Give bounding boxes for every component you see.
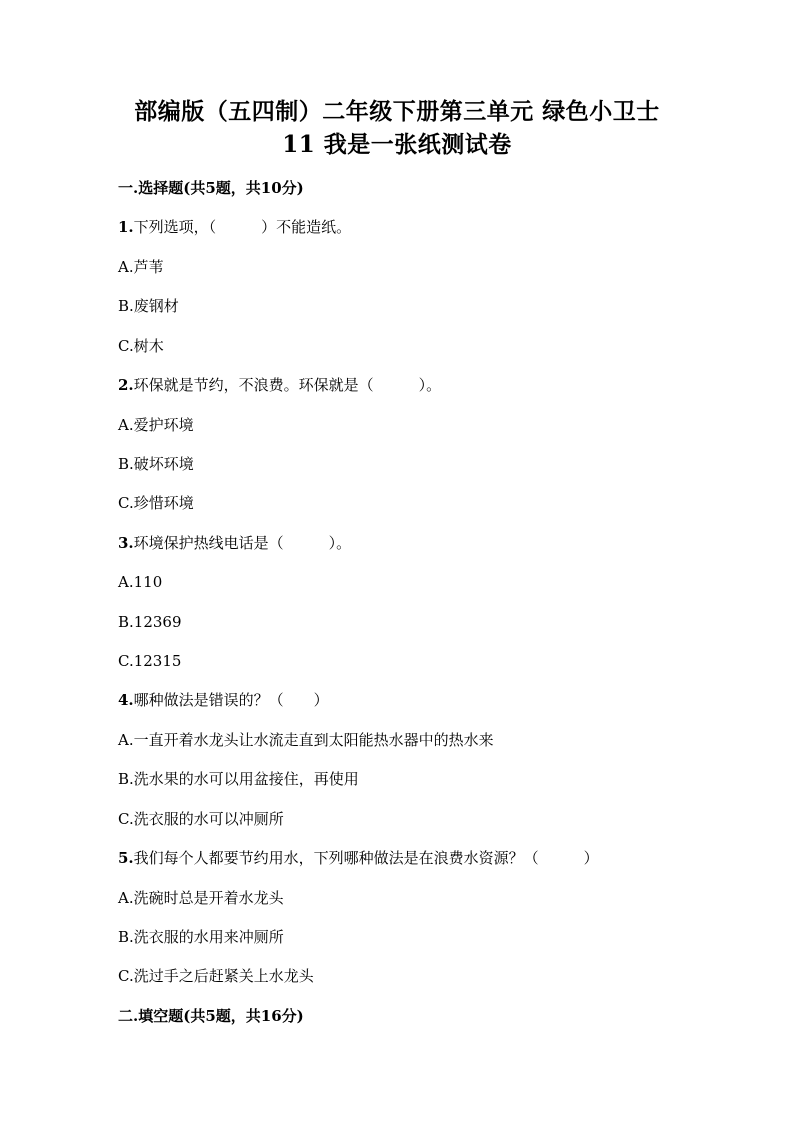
option-4b: B.洗水果的水可以用盆接住，再使用 [118,770,359,788]
question-text: 哪种做法是错误的？（ ） [133,691,329,709]
option-3b: B.12369 [118,613,182,631]
question-text: 我们每个人都要节约用水，下列哪种做法是在浪费水资源？（ ） [133,849,599,867]
page-title-line1: 部编版（五四制）二年级下册第三单元 绿色小卫士 [134,98,660,125]
question-number: 5. [118,849,134,867]
option-2c: C.珍惜环境 [118,494,194,512]
option-1b: B.废钢材 [118,297,179,315]
option-1c: C.树木 [118,337,164,355]
option-5b: B.洗衣服的水用来冲厕所 [118,928,284,946]
question-text: 下列选项，（ ）不能造纸。 [133,218,352,236]
question-number: 2. [118,376,134,394]
question-number: 3. [118,534,134,552]
section-heading-choice: 一.选择题(共5题，共10分) [118,179,304,197]
option-4c: C.洗衣服的水可以冲厕所 [118,810,284,828]
question-text: 环保就是节约，不浪费。环保就是（ ）。 [133,376,442,394]
option-5c: C.洗过手之后赶紧关上水龙头 [118,967,314,985]
option-5a: A.洗碗时总是开着水龙头 [118,889,284,907]
question-text: 环境保护热线电话是（ ）。 [133,534,352,552]
page-title-line2: 11 我是一张纸测试卷 [282,131,512,158]
question-3 [118,533,351,553]
question-4 [118,690,329,710]
option-4a: A.一直开着水龙头让水流走直到太阳能热水器中的热水来 [118,731,494,749]
section-heading-fill-blank: 二.填空题(共5题，共16分) [118,1007,304,1025]
question-number: 4. [118,691,134,709]
option-2a: A.爱护环境 [118,416,194,434]
option-1a: A.芦苇 [118,258,164,276]
option-3c: C.12315 [118,652,182,670]
question-number: 1. [118,218,134,236]
option-3a: A.110 [118,573,163,591]
question-5 [118,848,599,868]
question-2 [118,375,441,395]
question-1 [118,217,351,237]
option-2b: B.破坏环境 [118,455,194,473]
